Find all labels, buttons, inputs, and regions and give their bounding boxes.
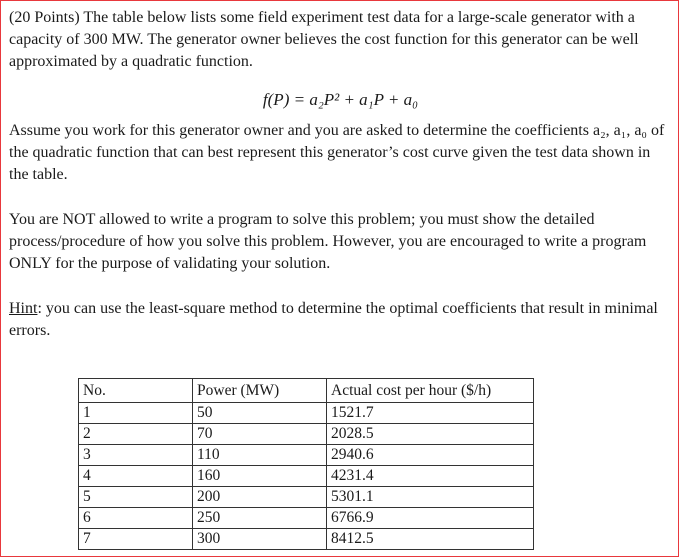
test-data-table: [78, 378, 534, 550]
cell-no: 1: [79, 403, 193, 424]
cell-power: 160: [193, 466, 327, 487]
cell-power: 200: [193, 487, 327, 508]
problem-hint: [9, 298, 673, 342]
header-power: Power (MW): [193, 379, 327, 403]
cell-cost: 2028.5: [327, 424, 534, 445]
problem-assumption: Assume you work for this generator owner and you are asked to determine the coefficients a₂, a₁, a₀ of the quadratic function that can best represent this generator’s cost curve given the test data shown in the table.: [9, 122, 665, 183]
cell-cost: 2940.6: [327, 445, 534, 466]
cell-cost: 8412.5: [327, 529, 534, 550]
cell-power: 70: [193, 424, 327, 445]
table-header-row: [79, 379, 534, 403]
cell-cost: 6766.9: [327, 508, 534, 529]
table-row: [79, 487, 534, 508]
header-no: No.: [79, 379, 193, 403]
table-row: [79, 508, 534, 529]
problem-intro: (20 Points) The table below lists some field experiment test data for a large-scale generator with a capacity of 300 MW. The generator owner believes the cost function for this generator can be well approximated by a quadratic function.: [9, 9, 639, 70]
cost-function-formula: f(P) = a₂P² + a₁P + a₀: [262, 90, 419, 109]
hint-text: : you can use the least-square method to determine the optimal coefficients that result in minimal errors.: [9, 300, 658, 339]
cell-cost: 1521.7: [327, 403, 534, 424]
cell-power: 50: [193, 403, 327, 424]
cell-cost: 5301.1: [327, 487, 534, 508]
cell-power: 110: [193, 445, 327, 466]
table-row: [79, 529, 534, 550]
header-cost: Actual cost per hour ($/h): [327, 379, 534, 403]
table-row: [79, 466, 534, 487]
cell-cost: 4231.4: [327, 466, 534, 487]
table-row: [79, 445, 534, 466]
hint-label: Hint: [9, 300, 38, 317]
table-row: [79, 424, 534, 445]
cell-no: 3: [79, 445, 193, 466]
cell-no: 7: [79, 529, 193, 550]
cell-power: 250: [193, 508, 327, 529]
cell-no: 5: [79, 487, 193, 508]
cell-no: 6: [79, 508, 193, 529]
cell-no: 2: [79, 424, 193, 445]
cell-no: 4: [79, 466, 193, 487]
problem-constraints: You are NOT allowed to write a program to solve this problem; you must show the detailed process/procedure of how you solve this problem. However, you are encouraged to write a program ONLY for the purpose of validating your solution.: [9, 211, 647, 272]
table-row: [79, 403, 534, 424]
cell-power: 300: [193, 529, 327, 550]
